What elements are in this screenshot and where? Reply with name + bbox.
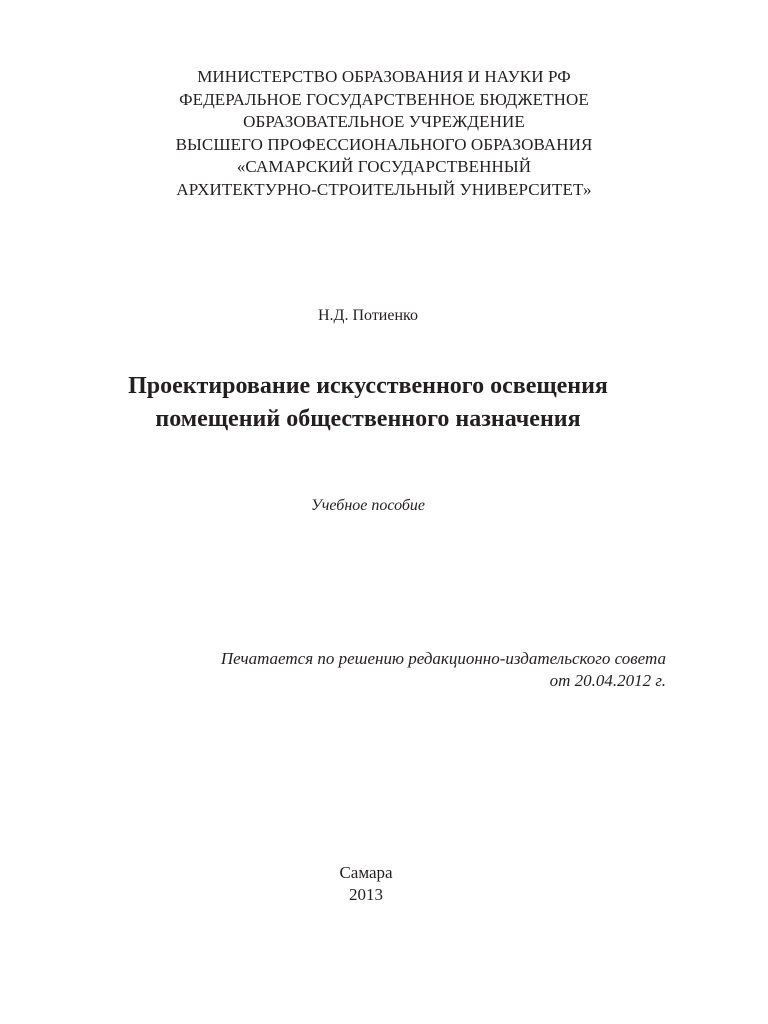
title-line: Проектирование искусственного освещения [128, 373, 608, 399]
imprint-year: 2013 [349, 885, 383, 904]
approval-note [221, 648, 666, 692]
imprint-city: Самара [339, 863, 393, 882]
header-line: «САМАРСКИЙ ГОСУДАРСТВЕННЫЙ [236, 157, 532, 176]
header-line: АРХИТЕКТУРНО-СТРОИТЕЛЬНЫЙ УНИВЕРСИТЕТ» [176, 179, 592, 199]
imprint [0, 862, 732, 906]
header-line: ФЕДЕРАЛЬНОЕ ГОСУДАРСТВЕННОЕ БЮДЖЕТНОЕ [179, 89, 589, 109]
title-line: помещений общественного назначения [155, 406, 581, 432]
approval-line: Печатается по решению редакционно-издательского совета [220, 649, 666, 668]
approval-line: от 20.04.2012 г. [549, 671, 666, 690]
author-name: Н.Д. Потиенко [318, 307, 418, 324]
book-title [0, 370, 736, 436]
header-line: ВЫСШЕГО ПРОФЕССИОНАЛЬНОГО ОБРАЗОВАНИЯ [175, 134, 593, 154]
publication-type: Учебное пособие [310, 497, 425, 514]
header-line: МИНИСТЕРСТВО ОБРАЗОВАНИЯ И НАУКИ РФ [197, 67, 571, 86]
institution-header [0, 66, 768, 201]
header-line: ОБРАЗОВАТЕЛЬНОЕ УЧРЕЖДЕНИЕ [243, 112, 525, 131]
